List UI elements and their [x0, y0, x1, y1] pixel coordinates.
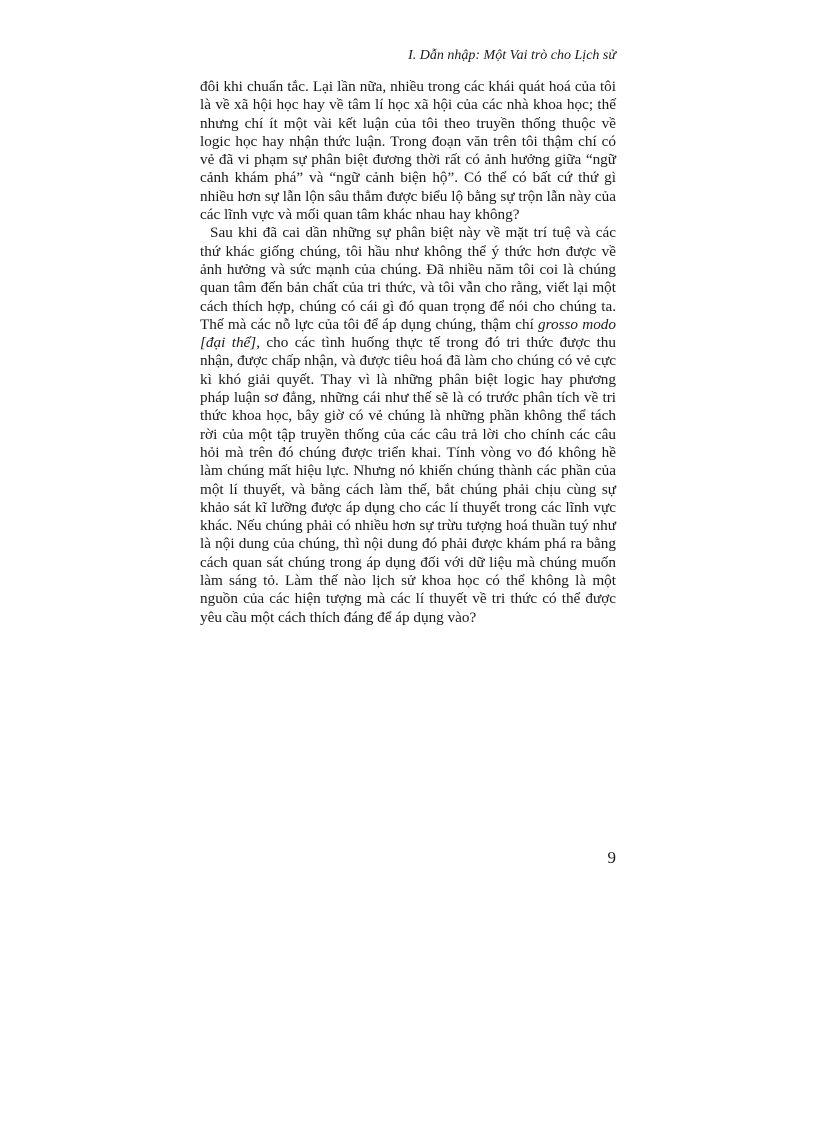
page-number: 9 [607, 848, 616, 867]
paragraph-main [200, 224, 616, 627]
paragraph-continued: đôi khi chuẩn tắc. Lại lần nữa, nhiều trong các khái quát hoá của tôi là về xã hội học hay về tâm lí học xã hội của các nhà khoa học; thế nhưng chí ít một vài kết luận của tôi theo truyền thống thuộc về logic học hay nhận thức luận. Trong đoạn văn trên tôi thậm chí có vẻ đã vi phạm sự phân biệt đương thời rất có ảnh hưởng giữa “ngữ cảnh khám phá” và “ngữ cảnh biện hộ”. Có thể có bất cứ thứ gì nhiều hơn sự lẫn lộn sâu thẳm được biểu lộ bằng sự trộn lẫn này của các lĩnh vực và mối quan tâm khác nhau hay không? [200, 78, 616, 224]
paragraph-text-start: Sau khi đã cai dần những sự phân biệt này về mặt trí tuệ và các thứ khác giống chúng, tôi hầu như không thể ý thức hơn được về ảnh hưởng và sức mạnh của chúng. Đã nhiều năm tôi coi là chúng quan tâm đến bản chất của tri thức, và tôi vẫn cho rằng, viết lại một cách thích hợp, chúng có cái gì đó quan trọng để nói cho chúng ta. Thế mà các nỗ lực của tôi để áp dụng chúng, thậm chí [200, 224, 616, 333]
running-header: I. Dẫn nhập: Một Vai trò cho Lịch sử [408, 48, 616, 63]
italic-phrase: grosso modo [đại thể] [200, 315, 616, 352]
paragraph-text-end: , cho các tình huống thực tế trong đó tri thức được thu nhận, được chấp nhận, và được tiêu hoá đã làm cho chúng có vẻ cực kì khó giải quyết. Thay vì là những phân biệt logic hay phương pháp luận sơ đẳng, những cái như thế sẽ là có trước phân tích về tri thức khoa học, bây giờ có vẻ chúng là những phần không thể tách rời của một tập truyền thống của các câu trả lời cho chính các câu hỏi mà trên đó chúng được triển khai. Tính vòng vo đó không hề làm chúng mất hiệu lực. Nhưng nó khiến chúng thành các phần của một lí thuyết, và bằng cách làm thế, bắt chúng phải chịu cùng sự khảo sát kĩ lưỡng được áp dụng cho các lí thuyết trong các lĩnh vực khác. Nếu chúng phải có nhiều hơn sự trừu tượng hoá thuần tuý như là nội dung của chúng, thì nội dung đó phải được khám phá ra bằng cách quan sát chúng trong áp dụng đối với dữ liệu mà chúng muốn làm sáng tỏ. Làm thế nào lịch sử khoa học có thể không là một nguồn của các hiện tượng mà các lí thuyết về tri thức có thể được yêu cầu một cách thích đáng để áp dụng vào? [200, 334, 616, 626]
body-text [200, 78, 616, 627]
